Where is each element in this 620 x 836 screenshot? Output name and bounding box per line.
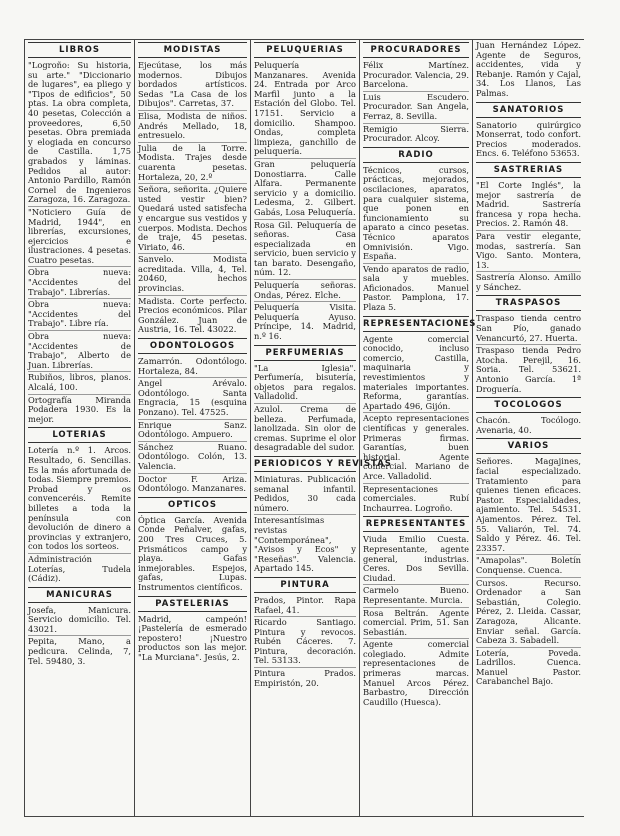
- classified-ad: Prados, Pintor. Rapa Rafael, 41.: [254, 595, 356, 617]
- classified-ad: Rubiños, libros, planos. Alcalá, 100.: [28, 372, 131, 394]
- classified-ad: Agente comercial conocido, incluso comercio, Castilla, maquinaria y revestimientos y materiales importantes. Reforma, garantías. Apartado 496, Gijón.: [363, 334, 469, 414]
- classified-ad: Josefa, Manicura. Servicio domicilio. Tel. 43021.: [28, 605, 131, 637]
- classified-ad: Ricardo Santiago. Pintura y revocos. Rubén Cáceres. 7. Pintura, decoración. Tel. 53133.: [254, 617, 356, 668]
- classified-section: [28, 42, 131, 425]
- section-heading: PASTELERIAS: [138, 596, 247, 612]
- classified-ad: Acepto representaciones científicas y generales. Primeras firmas. Garantías, buen historial. Agente comercial. Mariano de Arce. Valladolid.: [363, 413, 469, 483]
- classified-section: [363, 147, 469, 314]
- classified-ad: Traspaso tienda centro San Pío, ganado Venancurtó, 27. Huerta.: [476, 313, 581, 345]
- column-4: [360, 40, 477, 816]
- section-heading: PERIODICOS Y REVISTAS: [254, 456, 356, 472]
- classified-ad: Juan Hernández López. Agente de Seguros, accidentes, vida y Rebanje. Ramón y Cajal, 34. Los Llanos, Las Palmas.: [476, 40, 581, 98]
- classified-ad: Administración Loterías, Tudela (Cádiz).: [28, 553, 131, 584]
- classified-section: [254, 577, 356, 689]
- classified-ad: Pepita, Mano, a pedicura. Celinda, 7, Tel. 59480, 3.: [28, 636, 131, 666]
- classified-section: [476, 102, 581, 160]
- classified-ad: Rosa Gil. Peluquería de señoras. Casa especializada en servicio, buen servicio y tan barato. Desengaño, núm. 12.: [254, 220, 356, 281]
- section-heading: LIBROS: [28, 42, 131, 58]
- section-heading: SANATORIOS: [476, 102, 581, 118]
- section-heading: PELUQUERIAS: [254, 42, 356, 58]
- classified-ad: Viuda Emilio Cuesta. Representante, agente general, industrias. Ceres. Dos Sevilla. Ciudad.: [363, 534, 469, 585]
- classified-ad: Luis Escudero. Procurador. San Angela, Ferraz, 8. Sevilla.: [363, 92, 469, 124]
- classified-ad: Elisa, Modista de niños. Andrés Mellado, 18, entresuelo.: [138, 111, 247, 143]
- classified-ad: Peluquería Manzanares. Avenida 24. Entrada por Arco Marfil junto a la Estación del Globo. Tel. 17151. Servicio a domicilio. Shampoo. Ondas, completa limpieza, ganchillo de peluquería.: [254, 60, 356, 159]
- classified-ad: Peluquería señoras. Ondas, Pérez. Elche.: [254, 280, 356, 302]
- classified-ad: Ejecútase, los más modernos. Dibujos bordados artísticos. Sedas "La Casa de los Dibujos". Carretas, 37.: [138, 60, 247, 111]
- classified-section: [138, 596, 247, 664]
- classified-ad: "El Corte Inglés", la mejor sastrería de Madrid. Sastrería francesa y ropa hecha. Precios. 2. Ramón 48.: [476, 180, 581, 231]
- classified-section: [363, 42, 469, 145]
- classified-ad: Miniaturas. Publicación semanal infantil. Pedidos, 30 cada número.: [254, 474, 356, 515]
- classified-ad: Representaciones comerciales. Rubí Inchaurrea. Logroño.: [363, 483, 469, 513]
- section-heading: SASTRERIAS: [476, 162, 581, 178]
- classified-ad: Para vestir elegante, modas, sastrería. San Vigo. Santo. Montera, 13.: [476, 231, 581, 272]
- section-heading: MANICURAS: [28, 587, 131, 603]
- classified-ad: "Logroño: Su historia, su arte." "Diccionario de lugares", ea pliego y "Tipos de edificios", 50 ptas. La obra completa, 40 pesetas, Colección a proveedores, 6,50 pesetas. Obra premiada y elogiada en concurso de Castilla. 1,75 grabados y láminas. Pedidos al autor: Antonio Pardillo, Ramón Cornel de Ingenieros Zaragoza, 16. Zaragoza.: [28, 60, 131, 207]
- classified-section: [254, 456, 392, 575]
- section-heading: MODISTAS: [138, 42, 247, 58]
- classified-ad: Enrique Sanz. Odontólogo. Ampuero.: [138, 420, 247, 442]
- classified-section: [363, 316, 477, 515]
- section-heading: REPRESENTANTES: [363, 516, 469, 532]
- classified-section: [254, 42, 356, 343]
- classified-ad: Agente comercial colegiado. Admite representaciones de primeras marcas. Manuel Arcos Pérez. Barbastro, Dirección Caudillo (Huesca).: [363, 639, 469, 707]
- classified-ad: Peluquería Visita. Peluquería Ayuso. Príncipe, 14. Madrid, n.º 16.: [254, 302, 356, 342]
- classified-ad: Félix Martínez. Procurador. Valencia, 29. Barcelona.: [363, 60, 469, 92]
- classified-ad: Sanatorio quirúrgico Monserrat, todo confort. Precios moderados. Encs. 6. Teléfono 53653.: [476, 119, 581, 159]
- classified-section: [138, 42, 247, 336]
- classified-ad: Obra nueva: "Accidentes del Trabajo". Libre ría.: [28, 299, 131, 331]
- section-heading: TRASPASOS: [476, 295, 581, 311]
- classified-ad: Doctor F. Ariza. Odontólogo. Manzanares.: [138, 473, 247, 494]
- section-heading: LOTERIAS: [28, 427, 131, 443]
- classified-ad: Señores. Magajines, facial especializado. Tratamiento para quienes tienen eficaces. Pastor. Especialidades, ajamiento. Tel. 54531. Ajamentos. Pérez. Tel. 55. Valiarón, Tel. 74. Saldo y Pérez. 46. Tel. 23357.: [476, 456, 581, 555]
- classified-ad: "Noticiero Guía de Madrid, 1944", en librerías, excursiones, ejercicios e ilustraciones. 4 pesetas. Cuatro pesetas.: [28, 207, 131, 268]
- classified-ad: Vendo aparatos de radio, sala y muebles. Aficionados. Manuel Pastor. Pamplona, 17. Plaza 5.: [363, 263, 469, 313]
- classified-ad: Julia de la Torre. Modista. Trajes desde cuarenta pesetas. Hortaleza, 20, 2.º: [138, 143, 247, 184]
- classified-ad: Ortografía Miranda Podadera 1930. Es la mejor.: [28, 394, 131, 424]
- classified-ad: Señora, señorita. ¿Quiere usted vestir bien? Quedará usted satisfecha y encargue sus vestidos y cuerpos. Modista. Dechos de traje, 45 pesetas. Viriato, 46.: [138, 184, 247, 254]
- classified-ad: Cursos. Recurso. Ordenador a San Sebastián, Colegio. Pérez, 2. Lleida. Cassar, Zaragoza, Alicante. Enviar señal. García. Cabeza 3. Sabadell.: [476, 578, 581, 648]
- classified-section: [254, 345, 356, 454]
- classified-ad: Sanvelo. Modista acreditada. Villa, 4, Tel. 20460, hechos provincias.: [138, 254, 247, 295]
- section-heading: REPRESENTACIONES: [363, 316, 469, 332]
- section-heading: VARIOS: [476, 438, 581, 454]
- classified-section: [476, 295, 581, 395]
- classified-ad: Angel Arévalo. Odontólogo. Santa Engracia, 15 (esquina Ponzano). Tel. 47525.: [138, 378, 247, 419]
- section-heading: RADIO: [363, 147, 469, 163]
- classified-ad: Técnicos, cursos, prácticas, mejorados, oscilaciones, aparatos, para cualquier sistema, que ponen en funcionamiento su aparato a cinco pesetas. Técnico aparatos Omnivisión. Vigo. España.: [363, 165, 469, 264]
- classified-ad: Óptica García. Avenida Conde Peñalver, gafas, 200 Tres Cruces, 5. Prismáticos campo y playa. Gafas inmejorables. Espejos, gafas, Lupas. Instrumentos científicos.: [138, 514, 247, 592]
- classified-ad: "La Iglesia". Perfumería, bisutería, objetos para regalos. Valladolid.: [254, 363, 356, 404]
- classified-section: [476, 40, 581, 100]
- section-heading: PERFUMERIAS: [254, 345, 356, 361]
- classified-ad: "Amapolas". Boletín Conquense. Cuenca.: [476, 555, 581, 577]
- classified-ad: Madista. Corte perfecto. Precios económicos. Pilar González. Juan de Austria, 16. Tel. 43022.: [138, 295, 247, 335]
- classified-section: [476, 397, 581, 436]
- column-2: [135, 40, 251, 816]
- column-1: [24, 40, 135, 816]
- classified-ad: Sánchez Ruano. Odontólogo. Colón, 13. Valencia.: [138, 442, 247, 474]
- section-heading: TOCOLOGOS: [476, 397, 581, 413]
- classified-ad: Carmelo Bueno. Representante. Murcia.: [363, 585, 469, 607]
- classified-ad: Rosa Beltrán. Agente comercial. Prim, 51. San Sebastián.: [363, 608, 469, 640]
- section-heading: PROCURADORES: [363, 42, 469, 58]
- classified-section: [138, 497, 247, 594]
- classified-ad: Lotería, Poveda. Ladrillos. Cuenca. Manuel Pastor. Carabanchel Bajo.: [476, 647, 581, 687]
- bottom-rule: [24, 816, 584, 817]
- classified-section: [138, 338, 247, 495]
- column-3: [251, 40, 392, 816]
- classified-ad: Interesantísimas revistas "Contemporánea", "Avisos y Ecos" y "Reseñas". Valencia. Apartado 145.: [254, 515, 356, 574]
- classified-section: [476, 162, 581, 294]
- classified-ad: Gran peluquería Donostiarra. Calle Alfara. Permanente servicio y a domicilio. Ledesma, 2. Gilbert. Gabás, Losa Peluquería.: [254, 159, 356, 220]
- classified-section: [476, 438, 581, 688]
- classified-section: [28, 427, 131, 584]
- section-heading: PINTURA: [254, 577, 356, 593]
- column-5: [473, 40, 584, 816]
- classified-ad: Azulol. Crema de belleza. Perfumada, lanolizada. Sin olor de cremas. Suprime el olor desagradable del sudor.: [254, 404, 356, 453]
- classified-ad: Madrid, campeón! ¡Pastelería de esmerado repostero! ¡Nuestro productos son las mejor. "La Murciana". Jesús, 2.: [138, 613, 247, 662]
- classified-ad: Sastrería Alonso. Amillo y Sánchez.: [476, 272, 581, 292]
- classified-ad: Chacón. Tocólogo. Avenaria, 40.: [476, 415, 581, 435]
- classified-ad: Zamarrón. Odontólogo. Hortaleza, 84.: [138, 356, 247, 378]
- classified-ad: Obra nueva: "Accidentes de Trabajo", Alberto de Juan. Librerías.: [28, 331, 131, 372]
- classified-section: [28, 587, 131, 668]
- classified-ad: Traspaso tienda Pedro Atocha. Perejil, 16. Soria. Tel. 53621. Antonio García. 1ª Droguería.: [476, 345, 581, 394]
- classified-ad: Lotería n.º 1. Arcos. Resultado, 6. Sencillas. Es la más afortunada de todas. Siempre premios. Probad y os convenceréis. Remite billetes a toda la península con devolución de dinero a provincias y extranjero, con todos los sorteos.: [28, 445, 131, 554]
- classified-ad: Pintura Prados. Empiristón, 20.: [254, 668, 356, 688]
- section-heading: OPTICOS: [138, 497, 247, 513]
- classified-ad: Remigio Sierra. Procurador. Alcoy.: [363, 123, 469, 144]
- classified-ad: Obra nueva: "Accidentes del Trabajo". Librerías.: [28, 267, 131, 299]
- classified-section: [363, 516, 469, 708]
- section-heading: ODONTOLOGOS: [138, 338, 247, 354]
